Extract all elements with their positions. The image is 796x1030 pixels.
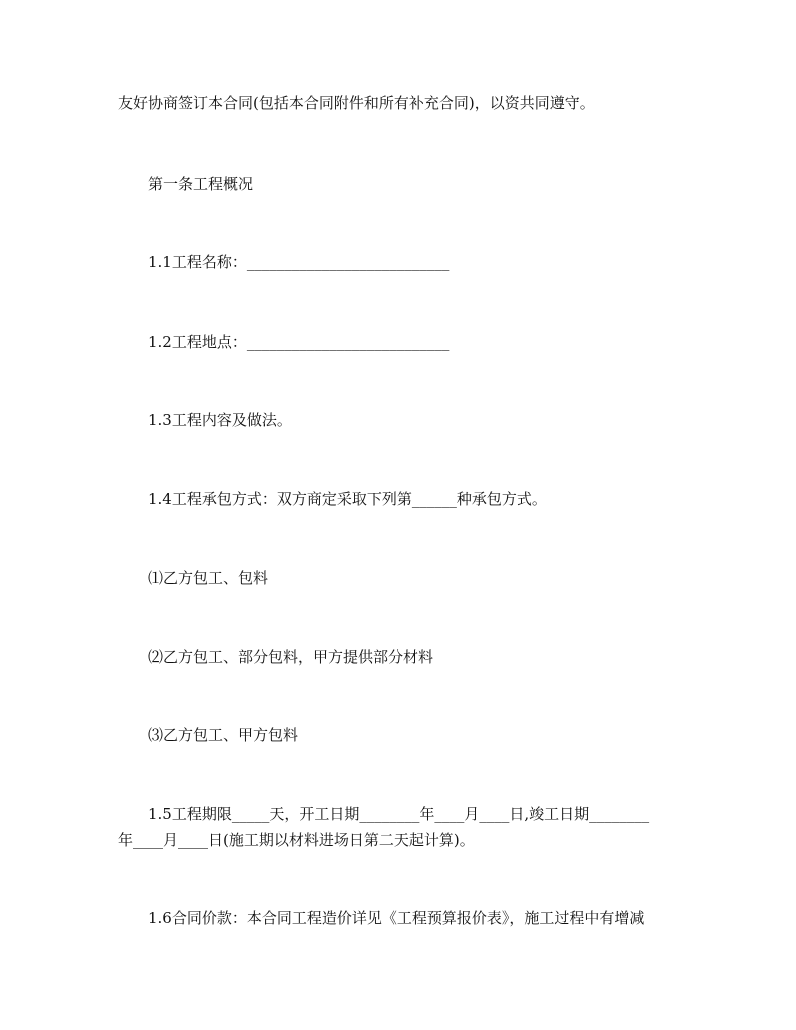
project-duration-continued: 年____月____日(施工期以材料进场日第二天起计算)。 <box>118 831 475 849</box>
project-name-line: 1.1工程名称：___________________________ <box>148 253 450 271</box>
intro-paragraph-line: 友好协商签订本合同(包括本合同附件和所有补充合同)，以资共同遵守。 <box>118 94 595 112</box>
section-heading: 第一条工程概况 <box>148 175 254 193</box>
project-duration-line: 1.5工程期限_____天，开工日期________年____月____日,竣工日期________ <box>148 805 650 823</box>
mode-option-3: ⑶乙方包工、甲方包料 <box>148 726 299 744</box>
contract-mode-line: 1.4工程承包方式：双方商定采取下列第______种承包方式。 <box>148 490 547 508</box>
project-location-line: 1.2工程地点：___________________________ <box>148 333 450 351</box>
mode-option-2: ⑵乙方包工、部分包料，甲方提供部分材料 <box>148 648 434 666</box>
contract-price-line: 1.6合同价款：本合同工程造价详见《工程预算报价表》，施工过程中有增减 <box>148 909 645 927</box>
mode-option-1: ⑴乙方包工、包料 <box>148 569 269 587</box>
project-content-line: 1.3工程内容及做法。 <box>148 411 292 429</box>
